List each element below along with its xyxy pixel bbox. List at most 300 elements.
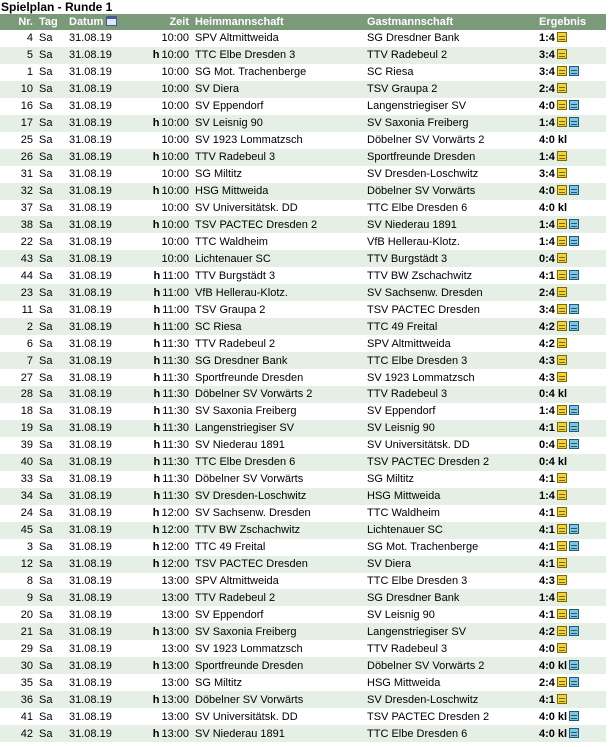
report-icon[interactable] <box>557 473 567 483</box>
cell-datum: 31.08.19 <box>66 81 130 98</box>
table-row <box>0 166 606 183</box>
report-icon[interactable] <box>557 219 567 229</box>
report-icon[interactable] <box>557 609 567 619</box>
report-icon[interactable] <box>557 117 567 127</box>
detail-report-icon[interactable] <box>569 270 579 280</box>
cell-datum: 31.08.19 <box>66 369 130 386</box>
cell-zeit <box>130 589 192 606</box>
cell-tag: Sa <box>36 98 66 115</box>
cell-datum: 31.08.19 <box>66 132 130 149</box>
header-tag[interactable]: Tag <box>36 14 66 30</box>
result-score: 4:1 <box>539 608 555 621</box>
cell-ergebnis <box>536 81 606 98</box>
cell-datum: 31.08.19 <box>66 725 130 742</box>
table-body <box>0 30 606 742</box>
detail-report-icon[interactable] <box>569 711 579 721</box>
detail-report-icon[interactable] <box>569 321 579 331</box>
cell-heim[interactable]: TSV Graupa 2 <box>192 301 364 318</box>
cell-gast[interactable]: Lichtenauer SC <box>364 522 536 539</box>
cell-heim[interactable]: SV Leisnig 90 <box>192 115 364 132</box>
cell-heim[interactable]: HSG Mittweida <box>192 183 364 200</box>
cell-nr: 32 <box>0 183 36 200</box>
cell-zeit <box>130 420 192 437</box>
cell-datum: 31.08.19 <box>66 386 130 403</box>
cell-heim[interactable]: SV Diera <box>192 81 364 98</box>
cell-gast[interactable]: TTV Burgstädt 3 <box>364 250 536 267</box>
cell-nr: 24 <box>0 505 36 522</box>
cell-heim[interactable]: SV Dresden-Loschwitz <box>192 488 364 505</box>
cell-heim[interactable]: Döbelner SV Vorwärts <box>192 471 364 488</box>
cell-gast[interactable]: SV Niederau 1891 <box>364 216 536 233</box>
cell-gast[interactable]: SG Dresdner Bank <box>364 30 536 47</box>
header-ergebnis[interactable]: Ergebnis <box>536 14 606 30</box>
cell-zeit <box>130 386 192 403</box>
cell-zeit-value: 11:30 <box>162 354 189 367</box>
cell-nr: 11 <box>0 301 36 318</box>
result-score: 0:4 <box>539 252 555 265</box>
cell-gast[interactable]: TTC 49 Freital <box>364 318 536 335</box>
cell-tag: Sa <box>36 335 66 352</box>
table-row <box>0 335 606 352</box>
cell-ergebnis <box>536 149 606 166</box>
cell-zeit-value: 10:00 <box>161 32 189 45</box>
cell-heim[interactable]: TSV PACTEC Dresden 2 <box>192 216 364 233</box>
cell-heim[interactable]: Döbelner SV Vorwärts 2 <box>192 386 364 403</box>
result-score: 1:4 <box>539 490 555 503</box>
cell-zeit-value: 13:00 <box>161 727 189 740</box>
home-marker: h <box>152 117 160 130</box>
cell-gast[interactable]: TTC Elbe Dresden 6 <box>364 200 536 217</box>
home-marker: h <box>153 286 161 299</box>
cell-zeit-value: 11:30 <box>162 456 189 469</box>
table-row <box>0 589 606 606</box>
table-row <box>0 708 606 725</box>
header-heim[interactable]: Heimmannschaft <box>192 14 364 30</box>
report-icon[interactable] <box>557 575 567 585</box>
cell-datum: 31.08.19 <box>66 267 130 284</box>
report-icon[interactable] <box>557 270 567 280</box>
cell-nr: 39 <box>0 437 36 454</box>
cell-tag: Sa <box>36 606 66 623</box>
result-score: 4:3 <box>539 354 555 367</box>
cell-ergebnis <box>536 386 606 403</box>
cell-gast[interactable]: SV Leisnig 90 <box>364 606 536 623</box>
cell-datum: 31.08.19 <box>66 64 130 81</box>
header-datum[interactable] <box>66 14 130 30</box>
cell-tag: Sa <box>36 691 66 708</box>
cell-nr: 21 <box>0 623 36 640</box>
cell-zeit-value: 10:00 <box>161 49 189 62</box>
cell-zeit <box>130 166 192 183</box>
cell-ergebnis <box>536 691 606 708</box>
cell-zeit-value: 13:00 <box>161 710 189 723</box>
table-row <box>0 573 606 590</box>
cell-heim[interactable]: SC Riesa <box>192 318 364 335</box>
report-icon[interactable] <box>557 83 567 93</box>
cell-heim[interactable]: SG Miltitz <box>192 166 364 183</box>
report-icon[interactable] <box>557 338 567 348</box>
report-icon[interactable] <box>557 66 567 76</box>
cell-zeit-value: 10:00 <box>161 252 189 265</box>
detail-report-icon[interactable] <box>569 219 579 229</box>
cell-gast[interactable]: TTV BW Zschachwitz <box>364 267 536 284</box>
cell-gast[interactable]: TSV PACTEC Dresden 2 <box>364 708 536 725</box>
result-score: 4:1 <box>539 693 555 706</box>
cell-zeit-value: 12:00 <box>161 558 189 571</box>
report-icon[interactable] <box>557 253 567 263</box>
cell-zeit-value: 13:00 <box>161 625 189 638</box>
cell-gast[interactable]: SV Diera <box>364 556 536 573</box>
cell-tag: Sa <box>36 657 66 674</box>
cell-gast[interactable]: TTC Elbe Dresden 3 <box>364 352 536 369</box>
cell-tag: Sa <box>36 674 66 691</box>
table-row <box>0 386 606 403</box>
cell-gast[interactable]: TSV Graupa 2 <box>364 81 536 98</box>
table-row <box>0 454 606 471</box>
home-marker: h <box>152 541 160 554</box>
cell-datum: 31.08.19 <box>66 674 130 691</box>
cell-datum: 31.08.19 <box>66 200 130 217</box>
report-icon[interactable] <box>557 524 567 534</box>
cell-ergebnis <box>536 589 606 606</box>
cell-heim[interactable]: TTV Burgstädt 3 <box>192 267 364 284</box>
cell-zeit <box>130 522 192 539</box>
cell-zeit <box>130 437 192 454</box>
cell-heim[interactable]: SV 1923 Lommatzsch <box>192 640 364 657</box>
table-row <box>0 216 606 233</box>
cell-tag: Sa <box>36 250 66 267</box>
cell-ergebnis <box>536 216 606 233</box>
cell-tag: Sa <box>36 386 66 403</box>
cell-tag: Sa <box>36 115 66 132</box>
cell-gast[interactable]: Döbelner SV Vorwärts <box>364 183 536 200</box>
cell-nr: 29 <box>0 640 36 657</box>
home-marker: h <box>152 558 160 571</box>
result-score: 4:0 <box>539 134 555 147</box>
cell-tag: Sa <box>36 437 66 454</box>
cell-heim[interactable]: Döbelner SV Vorwärts <box>192 691 364 708</box>
kl-marker: kl <box>557 710 568 723</box>
result-score: 4:0 <box>539 659 555 672</box>
result-score: 1:4 <box>539 151 555 164</box>
cell-heim[interactable]: SPV Altmittweida <box>192 30 364 47</box>
result-score: 4:1 <box>539 524 555 537</box>
cell-heim[interactable]: SV Niederau 1891 <box>192 437 364 454</box>
table-row <box>0 81 606 98</box>
cell-gast[interactable]: SV Dresden-Loschwitz <box>364 691 536 708</box>
cell-gast[interactable]: Langenstriegiser SV <box>364 98 536 115</box>
detail-report-icon[interactable] <box>569 660 579 670</box>
report-icon[interactable] <box>557 422 567 432</box>
home-marker: h <box>152 524 160 537</box>
cell-zeit <box>130 115 192 132</box>
cell-nr: 35 <box>0 674 36 691</box>
cell-heim[interactable]: TTV Radebeul 3 <box>192 149 364 166</box>
cell-heim[interactable]: SG Mot. Trachenberge <box>192 64 364 81</box>
cell-gast[interactable]: VfB Hellerau-Klotz. <box>364 233 536 250</box>
cell-ergebnis <box>536 267 606 284</box>
cell-zeit-value: 11:30 <box>162 439 189 452</box>
report-icon[interactable] <box>557 439 567 449</box>
cell-ergebnis <box>536 183 606 200</box>
report-icon[interactable] <box>557 405 567 415</box>
result-score: 4:1 <box>539 541 555 554</box>
cell-gast[interactable]: Sportfreunde Dresden <box>364 149 536 166</box>
cell-gast[interactable]: SG Dresdner Bank <box>364 589 536 606</box>
cell-nr: 38 <box>0 216 36 233</box>
cell-gast[interactable]: SV Dresden-Loschwitz <box>364 166 536 183</box>
table-row <box>0 369 606 386</box>
cell-zeit <box>130 233 192 250</box>
table-row <box>0 47 606 64</box>
cell-gast[interactable]: SV Sachsenw. Dresden <box>364 284 536 301</box>
home-marker: h <box>152 151 160 164</box>
cell-zeit-value: 10:00 <box>161 185 189 198</box>
table-row <box>0 556 606 573</box>
table-row <box>0 623 606 640</box>
detail-report-icon[interactable] <box>569 236 579 246</box>
cell-gast[interactable]: SG Mot. Trachenberge <box>364 539 536 556</box>
cell-ergebnis <box>536 352 606 369</box>
cell-zeit <box>130 64 192 81</box>
header-zeit[interactable]: Zeit <box>130 14 192 30</box>
home-marker: h <box>153 456 161 469</box>
cell-heim[interactable]: TTC 49 Freital <box>192 539 364 556</box>
header-datum-label: Datum <box>69 16 104 28</box>
cell-gast[interactable]: SV Eppendorf <box>364 403 536 420</box>
cell-gast[interactable]: TTV Radebeul 2 <box>364 47 536 64</box>
cell-gast[interactable]: SV Leisnig 90 <box>364 420 536 437</box>
detail-report-icon[interactable] <box>569 422 579 432</box>
table-row <box>0 301 606 318</box>
cell-ergebnis <box>536 657 606 674</box>
cell-heim[interactable]: SV Saxonia Freiberg <box>192 403 364 420</box>
cell-heim[interactable]: SV 1923 Lommatzsch <box>192 132 364 149</box>
report-icon[interactable] <box>557 677 567 687</box>
cell-heim[interactable]: SV Eppendorf <box>192 98 364 115</box>
result-score: 4:0 <box>539 202 555 214</box>
cell-zeit <box>130 606 192 623</box>
kl-marker: kl <box>557 388 568 401</box>
cell-heim[interactable]: TTC Waldheim <box>192 233 364 250</box>
result-score: 0:4 <box>539 439 555 452</box>
home-marker: h <box>152 218 160 231</box>
detail-report-icon[interactable] <box>569 185 579 195</box>
cell-ergebnis <box>536 623 606 640</box>
result-score: 0:4 <box>539 456 555 469</box>
cell-heim[interactable]: SG Dresdner Bank <box>192 352 364 369</box>
cell-datum: 31.08.19 <box>66 640 130 657</box>
home-marker: h <box>152 727 160 740</box>
cell-zeit <box>130 183 192 200</box>
cell-gast[interactable]: SG Miltitz <box>364 471 536 488</box>
page-title: Spielplan - Runde 1 <box>1 0 113 14</box>
cell-gast[interactable]: Langenstriegiser SV <box>364 623 536 640</box>
detail-report-icon[interactable] <box>569 626 579 636</box>
cell-heim[interactable]: SG Miltitz <box>192 674 364 691</box>
report-icon[interactable] <box>557 304 567 314</box>
detail-report-icon[interactable] <box>569 609 579 619</box>
cell-nr: 12 <box>0 556 36 573</box>
cell-gast[interactable]: TTC Elbe Dresden 6 <box>364 725 536 742</box>
cell-heim[interactable]: Sportfreunde Dresden <box>192 369 364 386</box>
detail-report-icon[interactable] <box>569 100 579 110</box>
cell-heim[interactable]: SV Saxonia Freiberg <box>192 623 364 640</box>
cell-tag: Sa <box>36 403 66 420</box>
cell-datum: 31.08.19 <box>66 284 130 301</box>
home-marker: h <box>152 49 160 62</box>
cell-tag: Sa <box>36 216 66 233</box>
detail-report-icon[interactable] <box>569 439 579 449</box>
cell-datum: 31.08.19 <box>66 539 130 556</box>
cell-gast[interactable]: SV Universitätsk. DD <box>364 437 536 454</box>
home-marker: h <box>153 422 161 435</box>
header-gast[interactable]: Gastmannschaft <box>364 14 536 30</box>
cell-heim[interactable]: SV Niederau 1891 <box>192 725 364 742</box>
result-score: 1:4 <box>539 32 555 45</box>
detail-report-icon[interactable] <box>569 677 579 687</box>
result-score: 3:4 <box>539 303 555 316</box>
cell-ergebnis <box>536 556 606 573</box>
report-icon[interactable] <box>557 151 567 161</box>
cell-ergebnis <box>536 64 606 81</box>
cell-heim[interactable]: Lichtenauer SC <box>192 250 364 267</box>
cell-gast[interactable]: TTC Waldheim <box>364 505 536 522</box>
table-row <box>0 437 606 454</box>
cell-heim[interactable]: TTV BW Zschachwitz <box>192 522 364 539</box>
cell-heim[interactable]: SPV Altmittweida <box>192 573 364 590</box>
cell-gast[interactable]: Döbelner SV Vorwärts 2 <box>364 132 536 149</box>
result-score: 4:2 <box>539 337 555 350</box>
report-icon[interactable] <box>557 321 567 331</box>
cell-datum: 31.08.19 <box>66 691 130 708</box>
cell-gast[interactable]: TTV Radebeul 3 <box>364 640 536 657</box>
detail-report-icon[interactable] <box>569 66 579 76</box>
report-icon[interactable] <box>557 355 567 365</box>
cell-zeit <box>130 200 192 217</box>
detail-report-icon[interactable] <box>569 541 579 551</box>
cell-heim[interactable]: SV Sachsenw. Dresden <box>192 505 364 522</box>
cell-tag: Sa <box>36 420 66 437</box>
table-row <box>0 691 606 708</box>
result-score: 4:0 <box>539 642 555 655</box>
cell-gast[interactable]: TTV Radebeul 3 <box>364 386 536 403</box>
cell-gast[interactable]: TSV PACTEC Dresden <box>364 301 536 318</box>
cell-zeit <box>130 250 192 267</box>
cell-zeit-value: 13:00 <box>161 574 189 587</box>
report-icon[interactable] <box>557 168 567 178</box>
report-icon[interactable] <box>557 694 567 704</box>
cell-heim[interactable]: TSV PACTEC Dresden <box>192 556 364 573</box>
cell-nr: 4 <box>0 30 36 47</box>
cell-gast[interactable]: TSV PACTEC Dresden 2 <box>364 454 536 471</box>
report-icon[interactable] <box>557 592 567 602</box>
table-row <box>0 403 606 420</box>
cell-nr: 43 <box>0 250 36 267</box>
cell-zeit <box>130 708 192 725</box>
cell-datum: 31.08.19 <box>66 420 130 437</box>
report-icon[interactable] <box>557 372 567 382</box>
report-icon[interactable] <box>557 626 567 636</box>
result-score: 4:1 <box>539 473 555 486</box>
table-row <box>0 725 606 742</box>
cell-ergebnis <box>536 166 606 183</box>
detail-report-icon[interactable] <box>569 405 579 415</box>
cell-heim[interactable]: Sportfreunde Dresden <box>192 657 364 674</box>
report-icon[interactable] <box>557 100 567 110</box>
cell-gast[interactable]: TTC Elbe Dresden 3 <box>364 573 536 590</box>
cell-gast[interactable]: SC Riesa <box>364 64 536 81</box>
cell-datum: 31.08.19 <box>66 335 130 352</box>
cell-nr: 8 <box>0 573 36 590</box>
home-marker: h <box>153 354 161 367</box>
detail-report-icon[interactable] <box>569 117 579 127</box>
kl-marker: kl <box>557 202 568 214</box>
table-row <box>0 505 606 522</box>
report-icon[interactable] <box>557 643 567 653</box>
result-score: 2:4 <box>539 83 555 96</box>
report-icon[interactable] <box>557 558 567 568</box>
detail-report-icon[interactable] <box>569 728 579 738</box>
cell-gast[interactable]: HSG Mittweida <box>364 488 536 505</box>
table-row <box>0 115 606 132</box>
cell-heim[interactable]: VfB Hellerau-Klotz. <box>192 284 364 301</box>
cell-heim[interactable]: SV Universitätsk. DD <box>192 708 364 725</box>
result-score: 1:4 <box>539 218 555 231</box>
detail-report-icon[interactable] <box>569 524 579 534</box>
cell-nr: 40 <box>0 454 36 471</box>
report-icon[interactable] <box>557 507 567 517</box>
cell-heim[interactable]: TTC Elbe Dresden 3 <box>192 47 364 64</box>
cell-gast[interactable]: HSG Mittweida <box>364 674 536 691</box>
cell-gast[interactable]: SV 1923 Lommatzsch <box>364 369 536 386</box>
result-score: 4:0 <box>539 710 555 723</box>
cell-nr: 23 <box>0 284 36 301</box>
table-row <box>0 200 606 217</box>
cell-zeit-value: 11:00 <box>162 320 189 333</box>
report-icon[interactable] <box>557 32 567 42</box>
cell-heim[interactable]: SV Universitätsk. DD <box>192 200 364 217</box>
report-icon[interactable] <box>557 49 567 59</box>
cell-heim[interactable]: TTC Elbe Dresden 6 <box>192 454 364 471</box>
cell-heim[interactable]: TTV Radebeul 2 <box>192 589 364 606</box>
cell-heim[interactable]: TTV Radebeul 2 <box>192 335 364 352</box>
cell-zeit <box>130 657 192 674</box>
report-icon[interactable] <box>557 287 567 297</box>
cell-ergebnis <box>536 725 606 742</box>
report-icon[interactable] <box>557 490 567 500</box>
cell-zeit <box>130 725 192 742</box>
cell-heim[interactable]: SV Eppendorf <box>192 606 364 623</box>
detail-report-icon[interactable] <box>569 304 579 314</box>
result-score: 0:4 <box>539 388 555 401</box>
cell-nr: 18 <box>0 403 36 420</box>
cell-zeit <box>130 47 192 64</box>
header-nr[interactable]: Nr. <box>0 14 36 30</box>
cell-gast[interactable]: SPV Altmittweida <box>364 335 536 352</box>
cell-heim[interactable]: Langenstriegiser SV <box>192 420 364 437</box>
cell-ergebnis <box>536 505 606 522</box>
report-icon[interactable] <box>557 236 567 246</box>
report-icon[interactable] <box>557 185 567 195</box>
cell-zeit-value: 10:00 <box>161 168 189 181</box>
report-icon[interactable] <box>557 541 567 551</box>
cell-gast[interactable]: Döbelner SV Vorwärts 2 <box>364 657 536 674</box>
calendar-icon[interactable] <box>106 16 117 26</box>
cell-zeit <box>130 30 192 47</box>
cell-gast[interactable]: SV Saxonia Freiberg <box>364 115 536 132</box>
cell-datum: 31.08.19 <box>66 47 130 64</box>
